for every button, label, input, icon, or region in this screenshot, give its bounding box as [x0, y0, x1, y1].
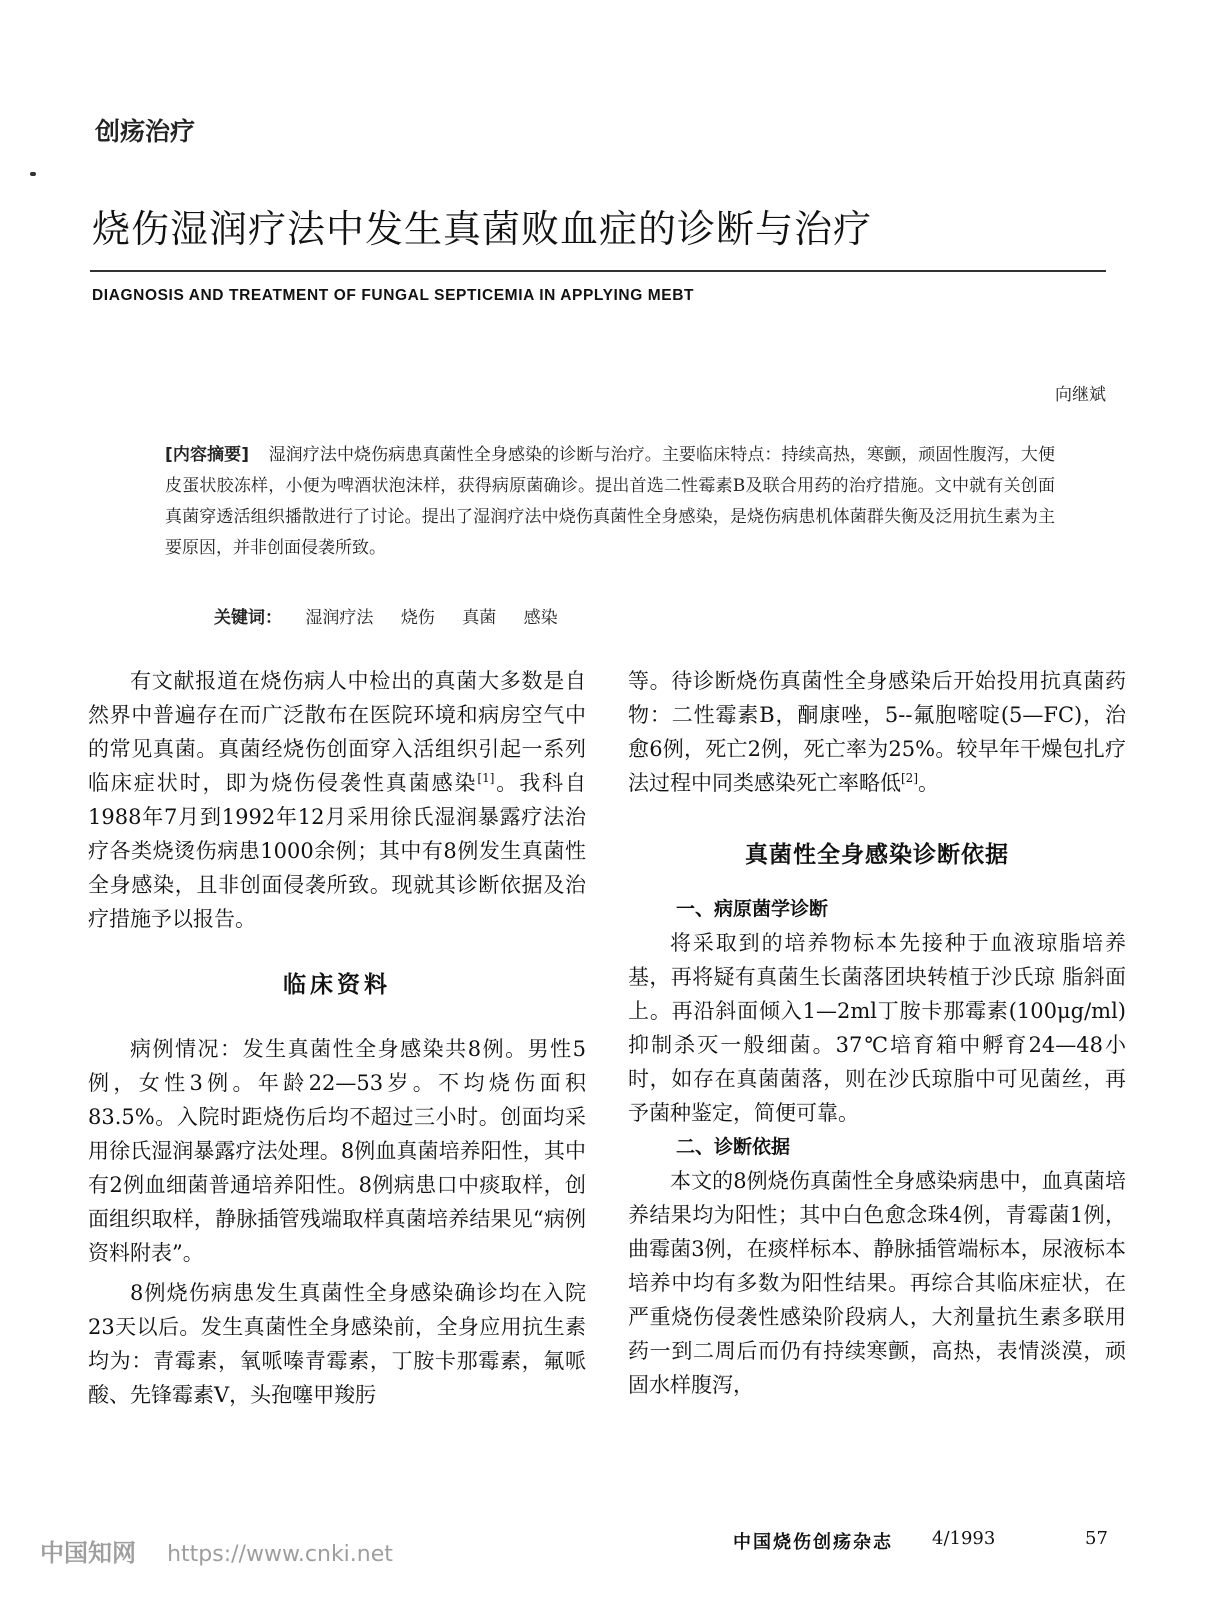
- abstract-label: [内容摘要]: [165, 445, 250, 465]
- intro-text-a: 有文献报道在烧伤病人中检出的真菌大多数是自然界中普遍存在而广泛散布在医院环境和病房空气中的常见真菌。真菌经烧伤创面穿入活组织引起一系列临床症状时，即为烧伤侵袭性真菌感染: [88, 669, 586, 795]
- subheading-criteria: 二、诊断依据: [676, 1136, 791, 1158]
- article-title-english: DIAGNOSIS AND TREATMENT OF FUNGAL SEPTICEMIA IN APPLYING MEBT: [92, 287, 695, 304]
- subheading-pathogen: 一、病原菌学诊断: [676, 898, 829, 920]
- continued-paragraph: [628, 664, 1126, 800]
- watermark-name: 中国知网: [40, 1539, 136, 1567]
- page-number: 57: [1085, 1528, 1108, 1549]
- keyword-item: 烧伤: [400, 608, 435, 628]
- intro-text-b: 。我科自1988年7月到1992年12月采用徐氏湿润暴露疗法治疗各类烧烫伤病患1000余例；其中有8例发生真菌性全身感染，且非创面侵袭所致。现就其诊断依据及治疗措施予以报告。: [88, 771, 587, 931]
- continued-text-a: 等。待诊断烧伤真菌性全身感染后开始投用抗真菌药物：二性霉素B，酮康唑，5--氟胞嘧啶(5—FC)，治愈6例，死亡2例，死亡率为25%。较早年干燥包扎疗法过程中同类感染死亡率略低: [628, 669, 1126, 795]
- section-heading-diagnosis: 真菌性全身感染诊断依据: [745, 842, 1009, 868]
- right-column: [628, 664, 1126, 1402]
- footer-issue: 4/1993: [932, 1528, 996, 1549]
- keyword-item: 湿润疗法: [305, 608, 374, 628]
- intro-paragraph: [88, 664, 586, 936]
- keywords-label: 关键词：: [214, 608, 282, 628]
- keyword-item: 感染: [523, 608, 558, 628]
- author-name: 向继斌: [1055, 385, 1106, 405]
- left-column: [88, 664, 586, 1412]
- pathogen-paragraph: 将采取到的培养物标本先接种于血液琼脂培养基，再将疑有真菌生长菌落团块转植于沙氏琼 脂斜面上。再沿斜面倾入1—2ml丁胺卡那霉素(100μg/ml)抑制杀灭一般细菌。37℃培育箱中孵育24—48小时，如存在真菌菌落，则在沙氏琼脂中可见菌丝，再予菌种鉴定，简便可靠。: [628, 931, 1126, 1125]
- article-title-chinese: 烧伤湿润疗法中发生真菌败血症的诊断与治疗: [92, 207, 873, 251]
- criteria-paragraph: 本文的8例烧伤真菌性全身感染病患中，血真菌培养结果均为阳性；其中白色愈念珠4例，青霉菌1例，曲霉菌3例，在痰样标本、静脉插管端标本，尿液标本培养中均有多数为阳性结果。再综合其临床症状，在严重烧伤侵袭性感染阶段病人，大剂量抗生素多联用药一到二周后而仍有持续寒颤，高热，表情淡漠，顽固水样腹泻，: [628, 1169, 1126, 1397]
- keywords: [214, 603, 580, 628]
- section-label: 创疡治疗: [95, 117, 196, 146]
- abstract-text: 湿润疗法中烧伤病患真菌性全身感染的诊断与治疗。主要临床特点：持续高热，寒颤，顽固性腹泻，大便皮蛋状胶冻样，小便为啤酒状泡沫样，获得病原菌确诊。提出首选二性霉素B及联合用药的治疗措施。文中就有关创面真菌穿透活组织播散进行了讨论。提出了湿润疗法中烧伤真菌性全身感染，是烧伤病患机体菌群失衡及泛用抗生素为主要原因，并非创面侵袭所致。: [165, 445, 1056, 558]
- cnki-watermark: [40, 1533, 393, 1568]
- keyword-item: 真菌: [462, 608, 497, 628]
- citation-ref-2: [2]: [901, 771, 918, 785]
- continued-text-b: 。: [918, 771, 939, 795]
- citation-ref-1: [1]: [477, 771, 495, 785]
- title-divider: [90, 270, 1106, 272]
- cases-paragraph: 病例情况：发生真菌性全身感染共8例。男性5例，女性3例。年龄22—53岁。不均烧伤面积83.5%。入院时距烧伤后均不超过三小时。创面均采用徐氏湿润暴露疗法处理。8例血真菌培养阳性，其中有2例血细菌普通培养阳性。8例病患口中痰取样，创面组织取样，静脉插管残端取样真菌培养结果见“病例资料附表”。: [88, 1037, 586, 1265]
- watermark-url: https://www.cnki.net: [167, 1542, 393, 1567]
- scan-speck: [30, 172, 36, 176]
- antibiotics-paragraph: 8例烧伤病患发生真菌性全身感染确诊均在入院23天以后。发生真菌性全身感染前，全身应用抗生素均为：青霉素，氧哌嗪青霉素，丁胺卡那霉素，氟哌酸、先锋霉素V，头孢噻甲羧肟: [88, 1281, 586, 1407]
- footer-journal-name: 中国烧伤创疡杂志: [733, 1532, 893, 1553]
- abstract: [165, 440, 1055, 564]
- section-heading-clinical: 临床资料: [283, 972, 391, 998]
